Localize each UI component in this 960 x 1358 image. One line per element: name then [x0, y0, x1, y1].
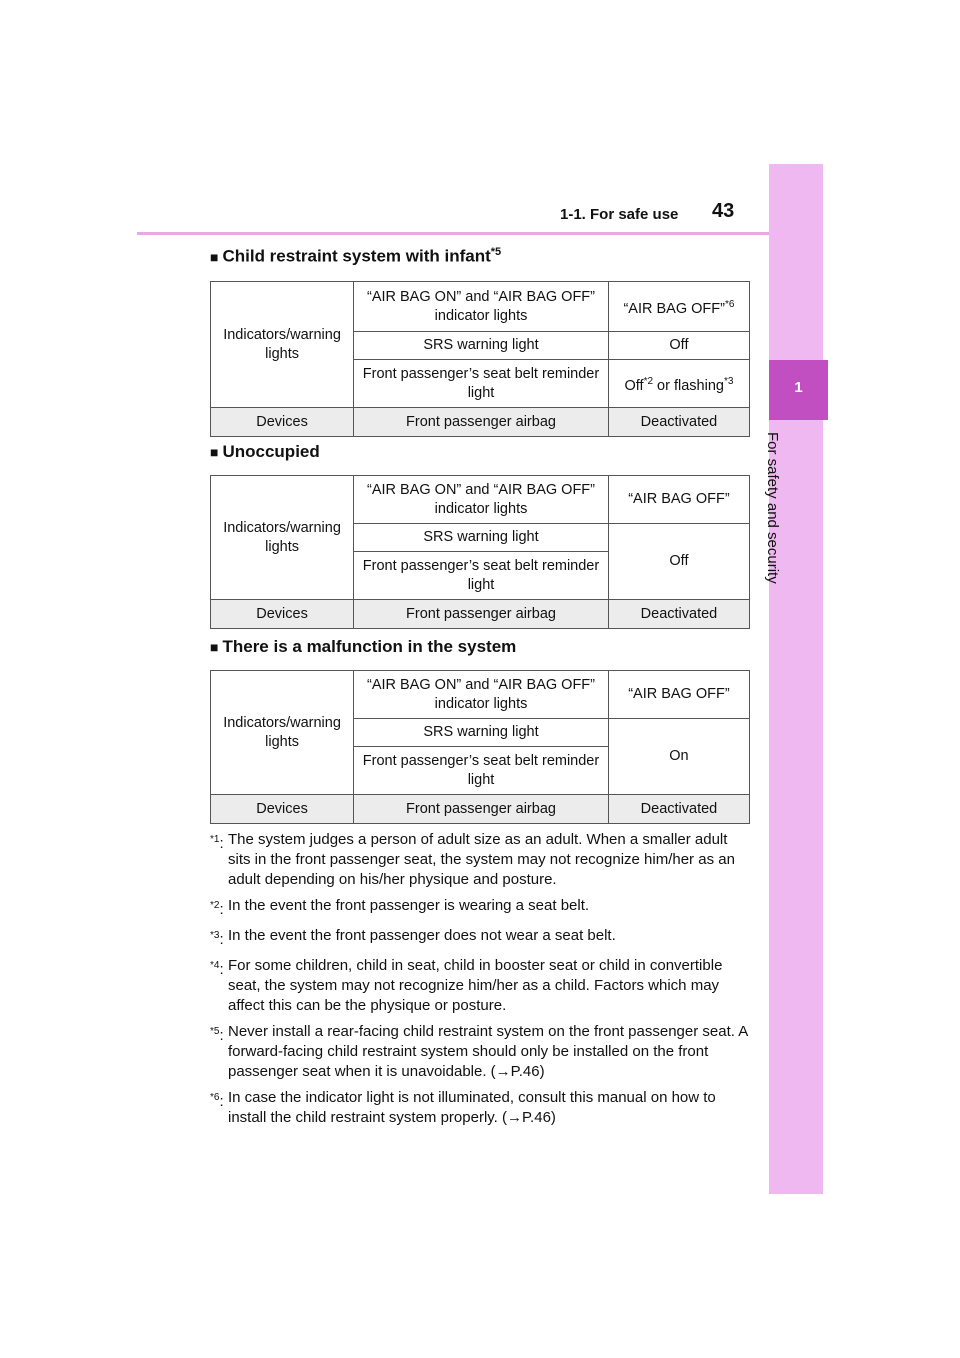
indicator-table-unoccupied	[210, 475, 750, 629]
seatbelt-value: Off$^{*2}$ or flashing$^{*3}$	[608, 360, 749, 408]
chapter-number: 1	[794, 379, 803, 396]
chapter-title: For safety and security	[764, 432, 781, 584]
section-heading-malfunction	[210, 637, 516, 657]
devices-label: Devices	[211, 795, 354, 824]
srs-label: SRS warning light	[354, 719, 609, 747]
devices-label: Devices	[211, 600, 354, 629]
srs-value: Off	[608, 332, 749, 360]
seatbelt-label: Front passenger’s seat belt reminder light	[354, 360, 609, 408]
square-bullet-icon: ■	[210, 444, 219, 460]
srs-label: SRS warning light	[354, 524, 609, 552]
airbag-value: Deactivated	[608, 600, 749, 629]
square-bullet-icon: ■	[210, 248, 219, 265]
airbag-label: Front passenger airbag	[354, 600, 609, 629]
footnote-6: $^{*6}$: In case the indicator light is not illuminated, consult this manual on how to install the child restraint system properly. (→P.46)	[210, 1089, 716, 1126]
seatbelt-label: Front passenger’s seat belt reminder light	[354, 552, 609, 600]
srs-label: SRS warning light	[354, 332, 609, 360]
airbag-indicator-value: “AIR BAG OFF”	[608, 671, 749, 719]
airbag-indicator-value: “AIR BAG OFF”	[608, 476, 749, 524]
footnote-ref: *5	[490, 246, 502, 258]
footnote-2: $^{*2}$: In the event the front passenger is wearing a seat belt.	[210, 897, 590, 918]
page-number: 43	[712, 200, 735, 222]
airbag-indicator-value: “AIR BAG OFF”$^{*6}$	[608, 282, 749, 332]
airbag-indicator-label: “AIR BAG ON” and “AIR BAG OFF” indicator lights	[354, 671, 609, 719]
footnote-5: $^{*5}$: Never install a rear-facing child restraint system on the front passenger seat. A forward-facing child restraint system should only be installed on the front passenger seat when it is unavoidable. (→P.46)	[210, 1023, 748, 1080]
indicators-label: Indicators/warning lights	[211, 671, 354, 795]
section-heading-infant	[210, 246, 501, 267]
header-rule	[137, 232, 769, 235]
shared-value: Off	[608, 524, 749, 600]
airbag-indicator-label: “AIR BAG ON” and “AIR BAG OFF” indicator lights	[354, 476, 609, 524]
footnotes	[210, 830, 750, 1134]
footnote-3: $^{*3}$: In the event the front passenger does not wear a seat belt.	[210, 927, 616, 948]
airbag-value: Deactivated	[608, 795, 749, 824]
airbag-label: Front passenger airbag	[354, 795, 609, 824]
header-section-title: 1-1. For safe use	[560, 206, 679, 223]
section-heading-unoccupied	[210, 442, 320, 462]
indicator-table-infant	[210, 281, 750, 437]
section-heading-text: Unoccupied	[222, 442, 320, 461]
indicator-table-malfunction	[210, 670, 750, 824]
chapter-side-tab	[769, 164, 823, 1194]
indicators-label: Indicators/warning lights	[211, 282, 354, 408]
footnote-1: $^{*1}$: The system judges a person of adult size as an adult. When a smaller adult sits in the front passenger seat, the system may not recognize him/her as an adult depending on his/her physique and posture.	[210, 831, 735, 888]
indicators-label: Indicators/warning lights	[211, 476, 354, 600]
airbag-value: Deactivated	[608, 408, 749, 437]
devices-label: Devices	[211, 408, 354, 437]
seatbelt-label: Front passenger’s seat belt reminder light	[354, 747, 609, 795]
section-heading-text: Child restraint system with infant	[222, 246, 491, 266]
square-bullet-icon: ■	[210, 639, 219, 655]
shared-value: On	[608, 719, 749, 795]
airbag-indicator-label: “AIR BAG ON” and “AIR BAG OFF” indicator lights	[354, 282, 609, 332]
chapter-title-wrap	[764, 430, 799, 670]
airbag-label: Front passenger airbag	[354, 408, 609, 437]
section-heading-text: There is a malfunction in the system	[222, 637, 517, 656]
footnote-4: $^{*4}$: For some children, child in seat, child in booster seat or child in convertible seat, the system may not recognize him/her as a child. Factors which may affect this can be the physique or posture.	[210, 957, 723, 1014]
